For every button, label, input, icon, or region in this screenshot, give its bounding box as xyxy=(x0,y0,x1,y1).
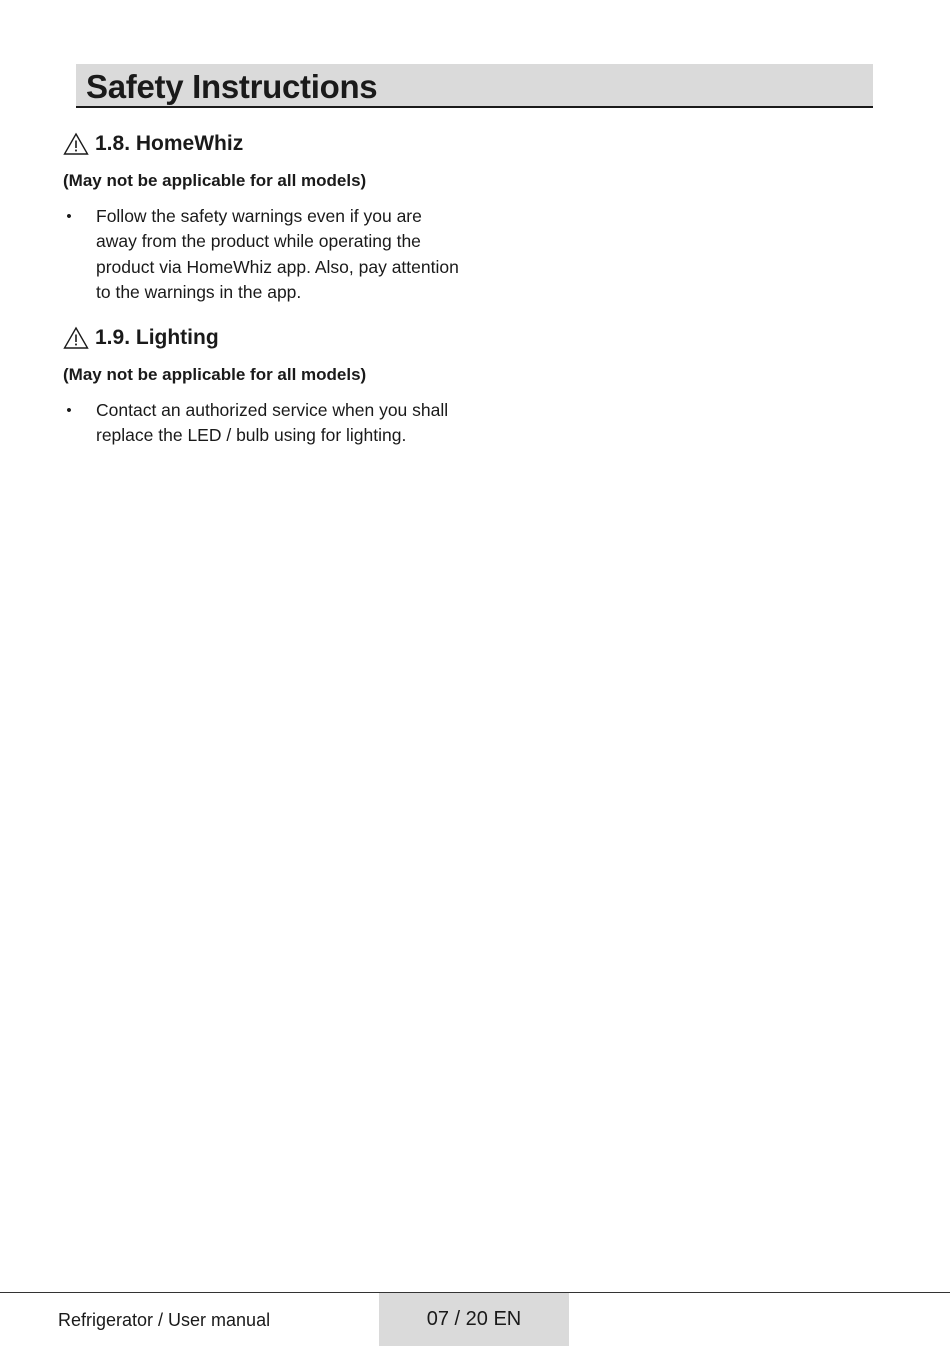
applicability-note: (May not be applicable for all models) xyxy=(63,365,367,385)
bullet-dot: • xyxy=(66,208,72,225)
section-heading xyxy=(63,127,463,161)
section-heading xyxy=(63,321,463,355)
bullet-dot: • xyxy=(66,402,72,420)
applicability-note: (May not be applicable for all models) xyxy=(63,171,367,190)
section-lighting xyxy=(63,321,463,449)
list-item xyxy=(63,204,463,305)
footer-document-title: Refrigerator / User manual xyxy=(58,1310,271,1330)
list-item xyxy=(63,398,463,449)
page-title: Safety Instructions xyxy=(86,68,378,105)
list-item-text: Follow the safety warnings even if you are away from the product while operating the product via HomeWhiz app. Also, pay attention to the warnings in the app. xyxy=(96,206,459,302)
page-number-text: 07 / 20 EN xyxy=(426,1308,522,1330)
warning-triangle-icon xyxy=(63,132,89,156)
page-content xyxy=(63,127,463,449)
bullet-list xyxy=(63,204,463,305)
section-homewhiz xyxy=(63,127,463,305)
page-header xyxy=(76,64,873,108)
section-heading-text: 1.8. HomeWhiz xyxy=(95,132,244,155)
section-heading-text: 1.9. Lighting xyxy=(95,326,219,350)
warning-triangle-icon xyxy=(63,326,89,350)
list-item-text: Contact an authorized service when you shall replace the LED / bulb using for lighting. xyxy=(96,400,449,446)
footer-page-number xyxy=(379,1293,569,1346)
bullet-list xyxy=(63,398,463,449)
